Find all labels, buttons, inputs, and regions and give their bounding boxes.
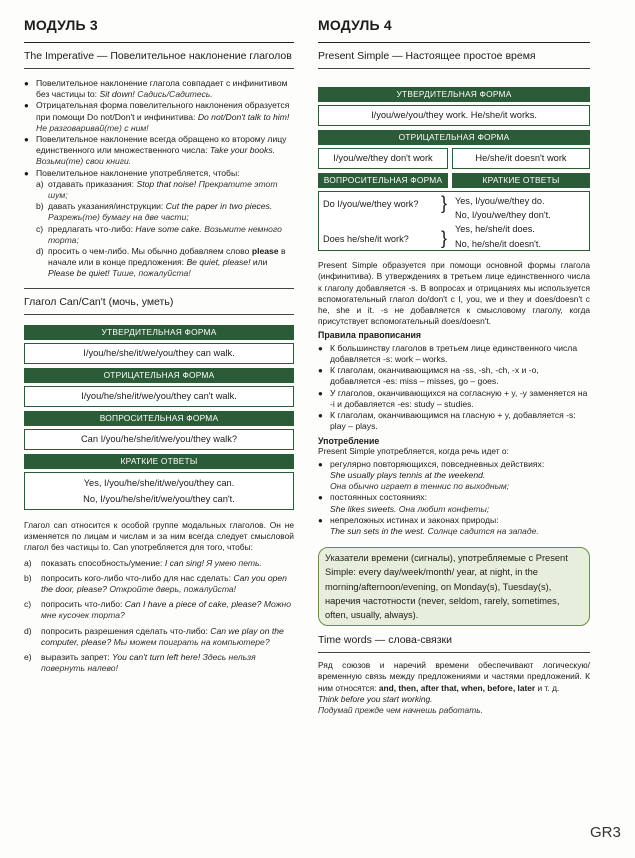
can-use-c: c) попросить что-либо: Can I have a piece of cake, please? Можно мне кусочек торта? bbox=[24, 599, 291, 621]
can-affirmative: I/you/he/she/it/we/you/they can walk. bbox=[24, 343, 294, 364]
list-item: ● Повелительное наклонение всегда обращено ко второму лицу единственного или множественного числа: Take your books. Возьми(те) свои книги. bbox=[24, 134, 294, 168]
present-simple-table bbox=[318, 87, 590, 251]
can-use-a: a) показать способность/умение: I can sing! Я умею петь. bbox=[24, 557, 262, 568]
can-use-d: d) попросить разрешения сделать что-либо: Can we play on the computer, please? Мы можем поиграть на компьютере? bbox=[24, 625, 284, 647]
list-item: ● К большинству глаголов в третьем лице единственного числа добавляется -s: work – works. bbox=[318, 343, 590, 365]
can-question: Can I/you/he/she/it/we/you/they walk? bbox=[24, 429, 294, 450]
ps-question-label-row bbox=[318, 173, 590, 188]
usage-heading: Употребление bbox=[318, 436, 380, 447]
time-markers-box: Указатели времени (сигналы), употребляемые с Present Simple: every day/week/month/ year, at night, in the morning/afternoon/evening, on Monday(s), Tuesday(s), наречия частотности (never, seldom, rarely, sometimes, often, usually, always). bbox=[318, 547, 590, 626]
list-item: ● постоянных состояниях: She likes sweets. Она любит конфеты; bbox=[318, 492, 590, 514]
can-question-label: ВОПРОСИТЕЛЬНАЯ ФОРМА bbox=[24, 411, 294, 426]
list-item: ● К глаголам, оканчивающимся на гласную + y, добавляется -s: play – plays. bbox=[318, 410, 590, 432]
can-uses bbox=[24, 558, 294, 675]
can-short-no: No, I/you/he/she/it/we/you/they can't. bbox=[83, 493, 235, 504]
ps-questions bbox=[319, 192, 455, 250]
time-words-example-ru: Подумай прежде чем начнешь работать. bbox=[318, 705, 483, 716]
module-3-title: МОДУЛЬ 3 bbox=[24, 17, 98, 33]
list-item: ● непреложных истинах и законах природы: The sun sets in the west. Солнце садится на западе. bbox=[318, 515, 590, 537]
can-negative-label: ОТРИЦАТЕЛЬНАЯ ФОРМА bbox=[24, 368, 294, 383]
list-item: ● Повелительное наклонение глагола совпадает с инфинитивом без частицы to: Sit down! Садись/Садитесь. bbox=[24, 78, 294, 100]
spelling-list bbox=[318, 343, 590, 433]
usage-list bbox=[318, 459, 590, 537]
brace-icon: } bbox=[441, 228, 448, 248]
page-label: GR3 bbox=[590, 824, 621, 841]
time-words-text: Ряд союзов и наречий времени обеспечивают логическую/временную связь между предложениями и частями предложений. К ним относятся: and, then, after that, when, before, later и т. д. bbox=[318, 660, 590, 693]
usage-intro: Present Simple употребляется, когда речь идет о: bbox=[318, 446, 509, 457]
module-4-column bbox=[318, 0, 590, 717]
ps-answer-3: Yes, he/she/it does. bbox=[455, 224, 535, 235]
list-item: ● К глаголам, оканчивающимся на -ss, -sh, -ch, -x и -o, добавляется -es: miss – misses, go – goes. bbox=[318, 365, 590, 387]
ps-negative-left: I/you/we/they don't work bbox=[318, 148, 448, 169]
ps-explanation: Present Simple образуется при помощи основной формы глагола (инфинитива). В утверждениях в третьем лице единственного числа к глаголу добавляется -s. В вопросах и отрицаниях мы используется вспомогательный глагол do/don't c I, you, we и they и does/doesn't c he, she и it. -s не добавляется к смысловому глаголу, когда присутствует вспомогательный does/doesn't. bbox=[318, 260, 590, 327]
list-item: ● У глаголов, оканчивающихся на согласную + y, -y заменяется на -i и добавляется -es: study – studies. bbox=[318, 388, 590, 410]
ps-negative-label: ОТРИЦАТЕЛЬНАЯ ФОРМА bbox=[318, 130, 590, 145]
present-simple-heading: Present Simple — Настоящее простое время bbox=[318, 50, 536, 62]
can-short-answers bbox=[24, 472, 294, 510]
list-item: ● Отрицательная форма повелительного наклонения образуется при помощи Do not/Don't и инфинитива: Do not/Don't talk to him! Не разговаривай(те) с ним! bbox=[24, 100, 294, 134]
imperative-heading: The Imperative — Повелительное наклонение глаголов bbox=[24, 50, 292, 62]
imperative-use-d: d) просить о чем-либо. Мы обычно добавляем слово please в начале или в конце предложения: Be quiet, please! или Please be quiet! Тише, пожалуйста! bbox=[36, 246, 286, 279]
imperative-rule bbox=[24, 68, 294, 69]
module-4-rule bbox=[318, 42, 590, 43]
imperative-use-b: b) давать указания/инструкции: Cut the paper in two pieces. Разрежь(те) бумагу на две части; bbox=[36, 201, 273, 223]
ps-short-label: КРАТКИЕ ОТВЕТЫ bbox=[452, 173, 590, 188]
ps-negative-right: He/she/it doesn't work bbox=[452, 148, 590, 169]
can-short-label: КРАТКИЕ ОТВЕТЫ bbox=[24, 454, 294, 469]
ps-negative-row bbox=[318, 148, 590, 169]
ps-answer-2: No, I/you/we/they don't. bbox=[455, 210, 551, 221]
ps-affirmative: I/you/we/you/they work. He/she/it works. bbox=[318, 105, 590, 126]
ps-answer-1: Yes, I/you/we/they do. bbox=[455, 196, 545, 206]
ps-question-1: Do I/you/we/they work? bbox=[323, 199, 419, 209]
module-4-title: МОДУЛЬ 4 bbox=[318, 17, 392, 33]
can-top-rule bbox=[24, 288, 294, 289]
module-3-rule bbox=[24, 42, 294, 43]
time-words-example: Think before you start working. bbox=[318, 694, 433, 705]
ps-affirmative-label: УТВЕРДИТЕЛЬНАЯ ФОРМА bbox=[318, 87, 590, 102]
imperative-use-a: a) отдавать приказания: Stop that noise! Прекратите этот шум; bbox=[36, 178, 278, 201]
can-rule bbox=[24, 314, 294, 315]
imperative-bullets bbox=[24, 78, 294, 280]
can-short-yes: Yes, I/you/he/she/it/we/you/they can. bbox=[83, 477, 235, 488]
can-negative: I/you/he/she/it/we/you/they can't walk. bbox=[24, 386, 294, 407]
present-simple-rule bbox=[318, 68, 590, 69]
time-words-heading: Time words — слова-связки bbox=[318, 634, 453, 647]
can-heading: Глагол Can/Can't (мочь, уметь) bbox=[24, 295, 174, 308]
brace-icon: } bbox=[441, 193, 448, 213]
ps-question-label: ВОПРОСИТЕЛЬНАЯ ФОРМА bbox=[318, 173, 448, 188]
can-use-b: b) попросить кого-либо что-либо для нас сделать: Can you open the door, please? Откройте дверь, пожалуйста! bbox=[24, 572, 287, 594]
spelling-heading: Правила правописания bbox=[318, 329, 422, 340]
list-item: ● Повелительное наклонение употребляется, чтобы: a) отдавать приказания: Stop that noise! Прекратите этот шум; b) давать указания/инструкции: Cut the paper in two pieces. Разрежь(те) бумагу на две части; c) предлагать что-либо: Have some cake. Возьмите немного торта; d) просить о чем-либо. Мы обычно добавляем слово please в начале или в конце предложения: Be quiet, please! или Please be quiet! Тише, пожалуйста! bbox=[24, 168, 294, 280]
can-affirmative-label: УТВЕРДИТЕЛЬНАЯ ФОРМА bbox=[24, 325, 294, 340]
can-note: Глагол can относится к особой группе модальных глаголов. Он не изменяется по лицам и числам и за ним всегда следует смысловой глагол без частицы to. Can употребляется для того, чтобы: bbox=[24, 519, 294, 553]
ps-answer-4: No, he/she/it doesn't. bbox=[455, 238, 542, 249]
can-use-e: e) выразить запрет: You can't turn left here! Здесь нельзя повернуть налево! bbox=[24, 651, 256, 674]
time-words-rule bbox=[318, 652, 590, 653]
module-3-column bbox=[24, 0, 294, 674]
ps-short-answers bbox=[455, 192, 589, 250]
list-item: ● регулярно повторяющихся, повседневных действиях: She usually plays tennis at the weekend. Она обычно играет в теннис по выходным; bbox=[318, 459, 590, 493]
ps-question-box bbox=[318, 191, 590, 251]
ps-question-2: Does he/she/it work? bbox=[323, 234, 409, 244]
imperative-use-c: c) предлагать что-либо: Have some cake. Возьмите немного торта; bbox=[36, 223, 282, 245]
can-table bbox=[24, 325, 294, 510]
